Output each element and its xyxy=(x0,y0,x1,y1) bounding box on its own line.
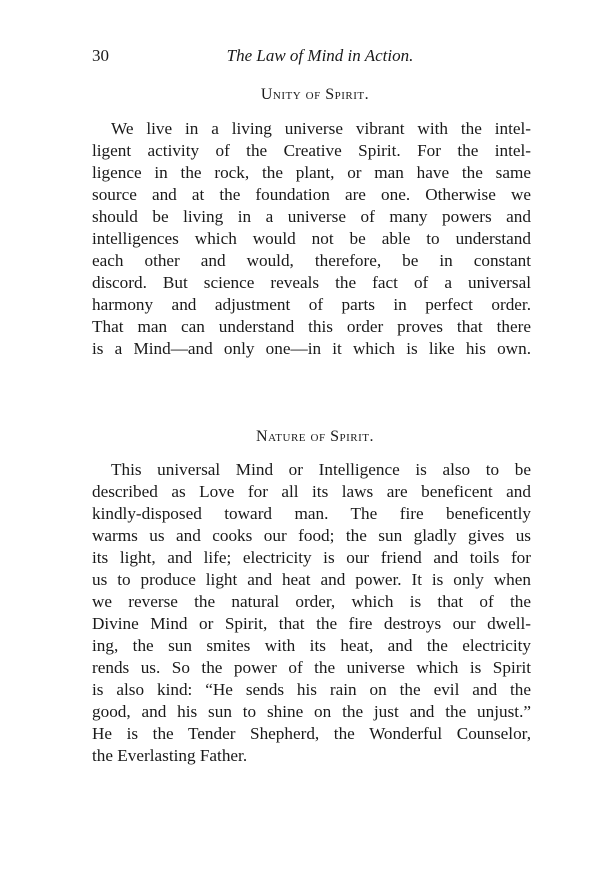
text-line: We live in a living universe vibrant with the intel- xyxy=(111,119,531,138)
text-line: is a Mind—and only one—in it which is like his own. xyxy=(92,339,531,358)
text-line: intelligences which would not be able to understand xyxy=(92,229,531,248)
text-line: warms us and cooks our food; the sun gladly gives us xyxy=(92,526,531,545)
text-line: This universal Mind or Intelligence is also to be xyxy=(111,460,531,479)
text-line: described as Love for all its laws are beneficent and xyxy=(92,482,531,501)
text-line: harmony and adjustment of parts in perfect order. xyxy=(92,295,531,314)
text-line: each other and would, therefore, be in constant xyxy=(92,251,531,270)
text-line: we reverse the natural order, which is that of the xyxy=(92,592,531,611)
text-line: is also kind: “He sends his rain on the evil and the xyxy=(92,680,531,699)
text-line: That man can understand this order proves that there xyxy=(92,317,531,336)
text-line: source and at the foundation are one. Otherwise we xyxy=(92,185,531,204)
running-head: The Law of Mind in Action. xyxy=(226,46,414,65)
text-line: rends us. So the power of the universe which is Spirit xyxy=(92,658,531,677)
text-line: its light, and life; electricity is our friend and toils for xyxy=(92,548,531,567)
text-line: the Everlasting Father. xyxy=(92,746,248,765)
text-line: ligent activity of the Creative Spirit. For the intel- xyxy=(92,141,531,160)
text-line: ing, the sun smites with its heat, and the electricity xyxy=(92,636,531,655)
text-line: Divine Mind or Spirit, that the fire destroys our dwell- xyxy=(92,614,531,633)
section-heading-unity: Unity of Spirit. xyxy=(260,86,370,103)
text-line: discord. But science reveals the fact of a universal xyxy=(92,273,531,292)
page-number: 30 xyxy=(92,46,109,65)
text-line: kindly-disposed toward man. The fire beneficently xyxy=(92,504,531,523)
text-line: good, and his sun to shine on the just and the unjust.” xyxy=(92,702,531,721)
text-line: ligence in the rock, the plant, or man have the same xyxy=(92,163,531,182)
text-line: should be living in a universe of many powers and xyxy=(92,207,531,226)
text-line: He is the Tender Shepherd, the Wonderful Counselor, xyxy=(92,724,531,743)
text-line: us to produce light and heat and power. It is only when xyxy=(92,570,531,589)
section-heading-nature: Nature of Spirit. xyxy=(256,428,374,445)
